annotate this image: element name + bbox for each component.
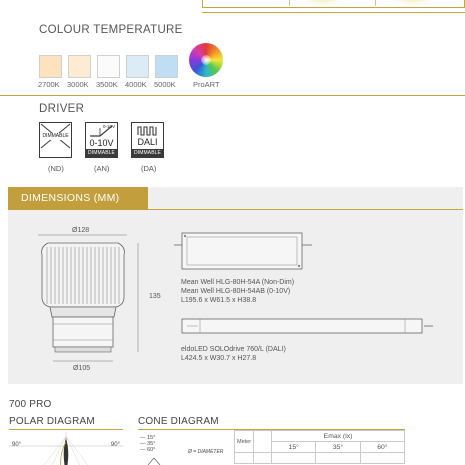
angle-header: 60° [360, 442, 404, 453]
legend-item: — 15° [140, 435, 156, 441]
section-rule [9, 429, 123, 430]
cone-table [234, 430, 405, 464]
driver-title: DRIVER [39, 103, 85, 115]
legend-item: — 35° [140, 441, 156, 447]
angle-header: 35° [316, 442, 360, 453]
colour-swatch-4000k [126, 55, 149, 78]
colour-swatch-3000k [68, 55, 91, 78]
driver1-line: L195.6 x W61.5 x H38.8 [181, 297, 257, 304]
dali-label: DALI [137, 137, 158, 147]
analog-dimming-icon [85, 122, 118, 158]
cone-diagram-title: CONE DIAGRAM [138, 416, 219, 427]
driver2-line: eldoLED SOLOdrive 760/L (DALI) [181, 346, 286, 353]
table-divider [289, 0, 290, 6]
driver1-spec [181, 278, 294, 305]
driver-caption-an: (AN) [94, 164, 110, 173]
polar-angle-right: 90° [110, 442, 120, 448]
top-diameter-label: Ø128 [72, 227, 90, 234]
dali-icon [131, 122, 164, 158]
diameter-note: Ø = DIAMETER [188, 449, 224, 455]
dimmable-strike-text: DIMMABLE [40, 133, 71, 140]
dimmable-band: DIMMABLE [86, 149, 117, 157]
polar-angle-left: 90° [12, 442, 22, 448]
analog-label: 0-10V [89, 138, 114, 148]
colour-swatch-2700k [39, 55, 62, 78]
emax-header: Emax (lx) [272, 431, 405, 442]
driver-caption-da: (DA) [141, 164, 157, 173]
polar-diagram-title: POLAR DIAGRAM [9, 416, 95, 427]
colour-swatch-3500k [97, 55, 120, 78]
beam-glow [393, 0, 433, 6]
driver2-line: L424.5 x W30.7 x H27.8 [181, 355, 257, 362]
previous-table-strip [202, 0, 465, 8]
driver1-line: Mean Well HLG-80H-54AB (0-10V) [181, 288, 291, 295]
colour-swatch-5000k [155, 55, 178, 78]
cone-diagram [138, 432, 234, 465]
proart-label: ProART [193, 80, 220, 89]
driver1-line: Mean Well HLG-80H-54A (Non-Dim) [181, 279, 295, 286]
dimmable-band: DIMMABLE [132, 149, 163, 157]
meter-header: Meter [235, 431, 254, 453]
bottom-diameter-label: Ø105 [73, 365, 91, 372]
table-divider [375, 0, 376, 6]
analog-top-label: 0-10V [102, 124, 115, 129]
beam-glow [303, 0, 343, 6]
colour-temperature-title: COLOUR TEMPERATURE [39, 24, 183, 36]
driver2-spec [181, 345, 286, 363]
legend-item: — 60° [140, 447, 156, 453]
height-label: 135 [149, 293, 161, 300]
section-rule [202, 12, 465, 13]
polar-diagram [9, 432, 123, 465]
dimensions-title: DIMENSIONS (MM) [8, 187, 148, 210]
colour-swatch-label: 4000K [125, 80, 147, 89]
colour-swatch-label: 5000K [154, 80, 176, 89]
proart-color-wheel-icon [189, 43, 223, 77]
angle-header: 15° [272, 442, 316, 453]
colour-swatch-label: 3000K [67, 80, 89, 89]
colour-swatch-label: 2700K [38, 80, 60, 89]
product-title: 700 PRO [9, 399, 52, 410]
colour-swatch-label: 3500K [96, 80, 118, 89]
section-rule [0, 95, 465, 96]
driver-caption-nd: (ND) [48, 164, 64, 173]
